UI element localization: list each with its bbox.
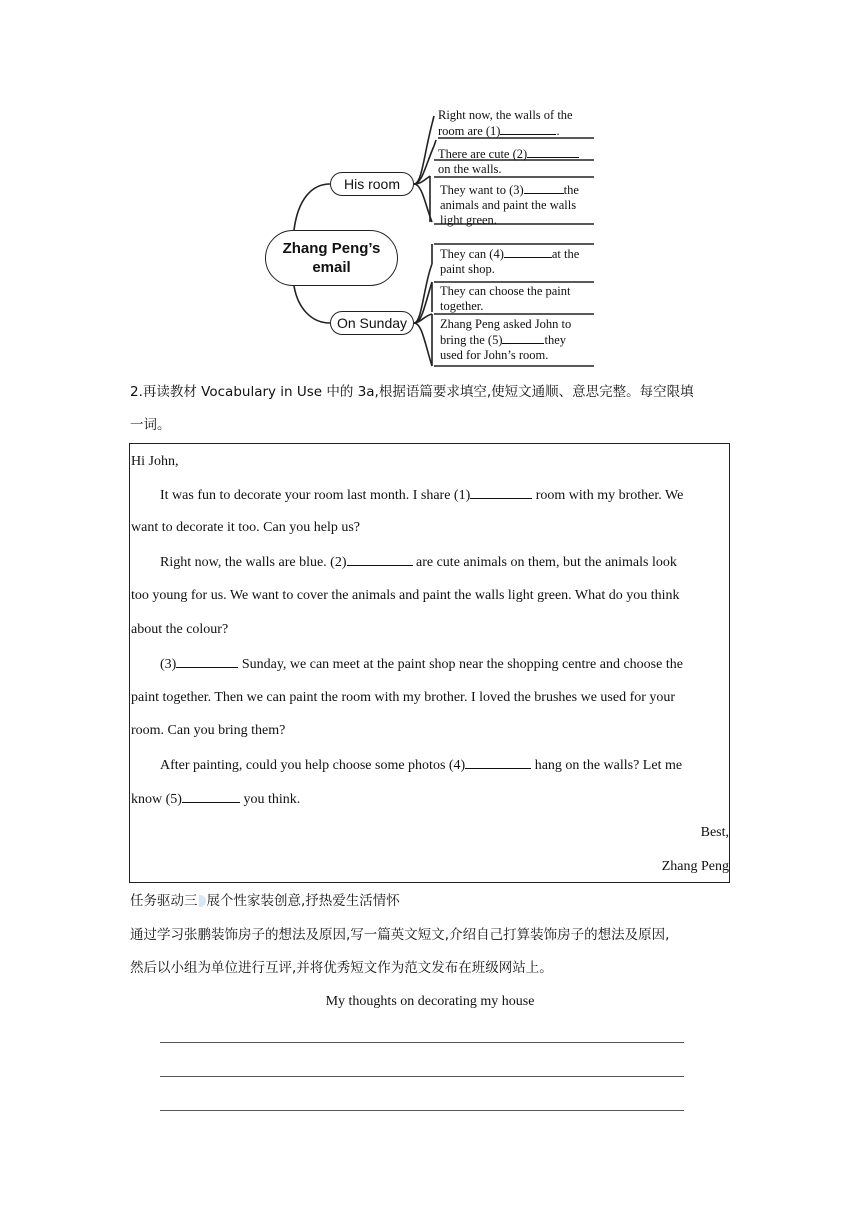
p4-text-a: After painting, could you help choose some photos (4) [160, 758, 466, 773]
blank-5[interactable] [182, 789, 240, 803]
bookmark-icon [199, 895, 206, 907]
branch-on-sunday: On Sunday [330, 311, 414, 335]
blank-1[interactable] [470, 485, 532, 499]
letter-greeting: Hi John, [131, 454, 179, 469]
blank-2[interactable] [347, 552, 413, 566]
writing-line-1[interactable] [160, 1042, 684, 1043]
leaf-6-line2: bring the (5) [440, 333, 503, 347]
center-line1: Zhang Peng’s [282, 240, 381, 257]
p1-text-a: It was fun to decorate your room last month. I share (1) [160, 488, 471, 503]
essay-title: My thoughts on decorating my house [325, 994, 535, 1009]
leaf-3-line3: light green. [440, 213, 497, 227]
leaf-5-line1: They can choose the paint [440, 284, 571, 298]
leaf-5 [440, 284, 571, 314]
leaf-3 [440, 182, 579, 228]
leaf-4-line1-end: at the [551, 247, 580, 261]
leaf-2-line2: on the walls. [438, 162, 502, 176]
leaf-6-blank[interactable] [502, 332, 544, 344]
leaf-3-line2: animals and paint the walls [440, 198, 577, 212]
letter-signature: Zhang Peng [661, 859, 729, 874]
leaf-1-line1: Right now, the walls of the [438, 108, 573, 122]
p2-text-b: are cute animals on them, but the animals look [412, 555, 677, 570]
task3-title-b: 展个性家装创意,抒热爱生活情怀 [206, 893, 400, 909]
letter-p4-line2 [131, 789, 300, 810]
letter-p2-line2: too young for us. We want to cover the animals and paint the walls light green. What do you think [131, 588, 680, 603]
leaf-6-line2-end: they [544, 333, 567, 347]
leaf-4-line2: paint shop. [440, 262, 495, 276]
leaf-3-blank[interactable] [524, 182, 564, 194]
blank-4[interactable] [465, 755, 531, 769]
mind-map-center-node [265, 230, 398, 286]
p4-text-d: you think. [239, 792, 301, 807]
q2-instruction-line2: 一词。 [130, 417, 171, 433]
letter-p3-line3: room. Can you bring them? [131, 723, 286, 738]
leaf-1-line2-end: . [556, 124, 560, 138]
letter-closing: Best, [700, 825, 729, 840]
p1-text-b: room with my brother. We [532, 488, 684, 503]
leaf-3-line1: They want to (3) [440, 183, 524, 197]
letter-p3-line2: paint together. Then we can paint the room with my brother. I loved the brushes we used for your [131, 690, 676, 705]
leaf-4 [440, 246, 579, 277]
letter-p4-line1 [160, 755, 682, 776]
p4-text-b: hang on the walls? Let me [531, 758, 683, 773]
leaf-6-line3: used for John’s room. [440, 348, 549, 362]
q2-instruction-line1: 2.再读教材 Vocabulary in Use 中的 3a,根据语篇要求填空,使短文通顺、意思完整。每空限填 [130, 384, 694, 400]
leaf-6-line1: Zhang Peng asked John to [440, 317, 572, 331]
letter-p2-line1 [160, 552, 677, 573]
leaf-1-line2: room are (1) [438, 124, 501, 138]
leaf-4-blank[interactable] [504, 246, 552, 258]
p3-text-b: Sunday, we can meet at the paint shop near the shopping centre and choose the [238, 657, 683, 672]
leaf-6 [440, 317, 571, 363]
task3-desc-line1: 通过学习张鹏装饰房子的想法及原因,写一篇英文短文,介绍自己打算装饰房子的想法及原因, [130, 927, 670, 943]
leaf-5-line2: together. [440, 299, 484, 313]
letter-p1-line2: want to decorate it too. Can you help us? [131, 520, 360, 535]
branch-his-room: His room [330, 172, 414, 196]
p2-text-a: Right now, the walls are blue. (2) [160, 555, 347, 570]
blank-3[interactable] [176, 654, 238, 668]
task3-title-a: 任务驱动三 [130, 893, 198, 909]
task3-title [130, 891, 400, 911]
leaf-1 [438, 108, 573, 139]
leaf-3-line1-end: the [563, 183, 579, 197]
leaf-2-blank[interactable] [527, 146, 579, 158]
leaf-1-blank[interactable] [500, 123, 556, 135]
writing-line-3[interactable] [160, 1110, 684, 1111]
leaf-2 [438, 146, 579, 177]
letter-p2-line3: about the colour? [131, 622, 229, 637]
writing-line-2[interactable] [160, 1076, 684, 1077]
letter-p1-line1 [160, 485, 683, 506]
mind-map-diagram [262, 104, 598, 372]
p4-text-c: know (5) [131, 792, 182, 807]
leaf-4-line1: They can (4) [440, 247, 504, 261]
center-line2: email [312, 259, 351, 276]
p3-text-a: (3) [160, 657, 177, 672]
letter-p3-line1 [160, 654, 683, 675]
leaf-2-line1: There are cute (2) [438, 147, 528, 161]
task3-desc-line2: 然后以小组为单位进行互评,并将优秀短文作为范文发布在班级网站上。 [130, 960, 553, 976]
